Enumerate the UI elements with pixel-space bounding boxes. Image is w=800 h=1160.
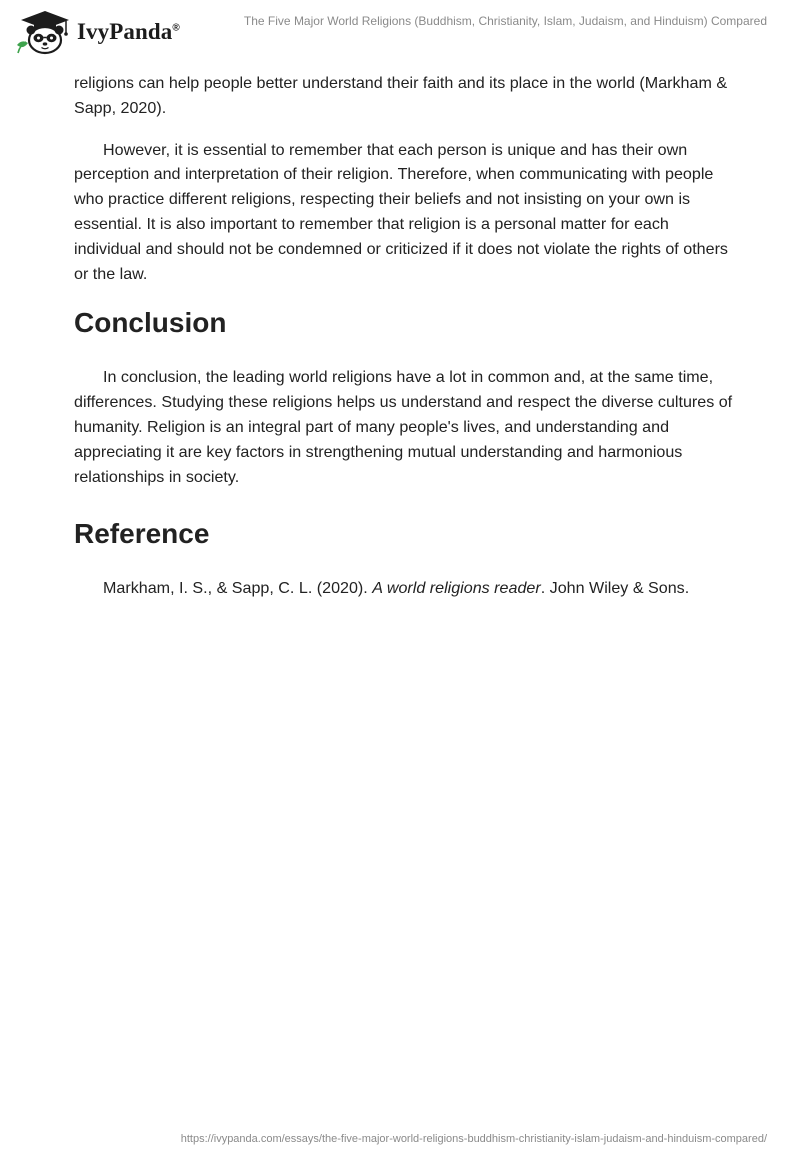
logo-wordmark: IvyPanda® bbox=[77, 19, 180, 44]
conclusion-heading: Conclusion bbox=[74, 307, 227, 339]
body-paragraph-continued: religions can help people better understand their faith and its place in the world (Markham & Sapp, 2020). bbox=[74, 74, 728, 117]
running-title: The Five Major World Religions (Buddhism, Christianity, Islam, Judaism, and Hinduism) Compared bbox=[243, 14, 767, 28]
essay-content bbox=[74, 71, 734, 601]
conclusion-paragraph: In conclusion, the leading world religions have a lot in common and, at the same time, differences. Studying these religions helps us understand and respect the diverse cultures of humanity. Religion is an integral part of many people's lives, and understanding and appreciating it are key factors in strengthening mutual understanding and harmonious relationships in society. bbox=[74, 368, 733, 486]
reference-title: A world religions reader bbox=[372, 579, 541, 598]
reference-publisher: . John Wiley & Sons. bbox=[540, 579, 690, 598]
reference-authors: Markham, I. S., & Sapp, C. L. (2020). bbox=[103, 579, 373, 598]
panda-graduate-icon bbox=[14, 9, 76, 55]
footer-url-link[interactable]: https://ivypanda.com/essays/the-five-major-world-religions-buddhism-christianity-islam-judaism-and-hinduism-compared/ bbox=[180, 1133, 767, 1145]
reference-heading: Reference bbox=[74, 518, 210, 550]
body-paragraph-however: However, it is essential to remember that each person is unique and has their own perception and interpretation of their religion. Therefore, when communicating with people who practice different religions, respecting their beliefs and not insisting on your own is essential. It is also important to remember that religion is a personal matter for each individual and should not be condemned or criticized if it does not violate the rights of others or the law. bbox=[74, 140, 728, 283]
ivypanda-logo[interactable] bbox=[14, 9, 180, 55]
reference-entry bbox=[74, 576, 734, 601]
